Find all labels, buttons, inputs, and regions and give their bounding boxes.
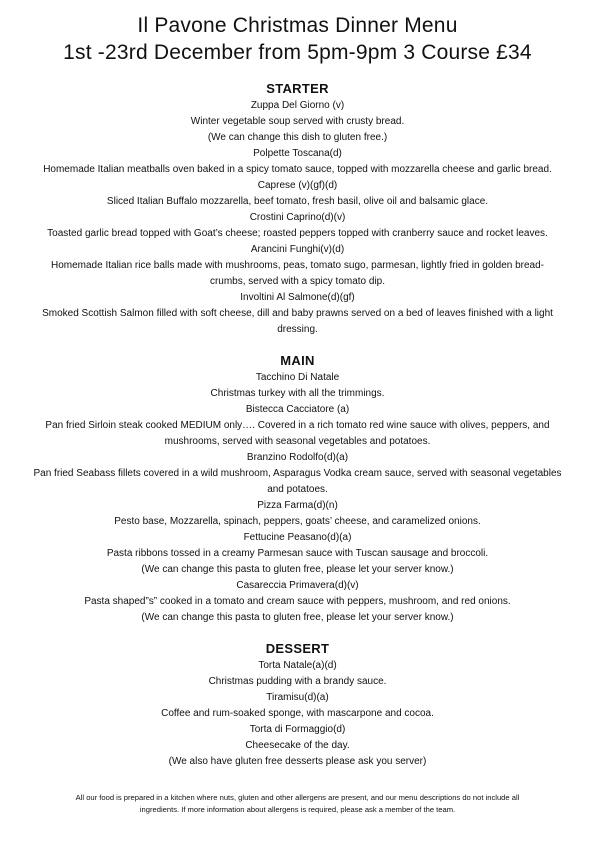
menu-line: Pan fried Sirloin steak cooked MEDIUM only…. Covered in a rich tomato red wine sauce with olives, peppers, and (45, 420, 550, 431)
menu-line: Sliced Italian Buffalo mozzarella, beef tomato, fresh basil, olive oil and balsamic glace. (106, 196, 489, 207)
menu-line: and potatoes. (267, 484, 328, 495)
menu-title: Il Pavone Christmas Dinner Menu (137, 14, 458, 37)
menu-line: Pesto base, Mozzarella, spinach, peppers, goats’ cheese, and caramelized onions. (114, 516, 481, 527)
menu-line: (We can change this dish to gluten free.) (207, 132, 388, 143)
menu-line: Homemade Italian meatballs oven baked in a spicy tomato sauce, topped with mozzarella cheese and garlic bread. (43, 164, 552, 175)
allergen-notice-line: ingredients. If more information about allergens is required, please ask a member of the team. (139, 805, 456, 814)
menu-line: Coffee and rum-soaked sponge, with mascarpone and cocoa. (161, 708, 434, 719)
menu-section-dessert (8, 640, 587, 770)
menu-line: (We can change this pasta to gluten free, please let your server know.) (141, 564, 454, 575)
menu-line: Zuppa Del Giorno (v) (250, 100, 345, 111)
menu-line: Homemade Italian rice balls made with mushrooms, peas, tomato sugo, parmesan, lightly fried in golden bread- (50, 260, 545, 271)
menu-line: Pizza Farma(d)(n) (257, 500, 338, 511)
menu-line: Bistecca Cacciatore (a) (245, 404, 350, 415)
allergen-notice-line: All our food is prepared in a kitchen where nuts, gluten and other allergens are present, and our menu descriptions do not include all (75, 793, 520, 802)
menu-line: Torta Natale(a)(d) (258, 660, 337, 671)
menu-line: crumbs, served with a spicy tomato dip. (209, 276, 386, 287)
menu-line: Christmas turkey with all the trimmings. (210, 388, 385, 399)
menu-line: Arancini Funghi(v)(d) (250, 244, 345, 255)
section-heading: MAIN (280, 353, 315, 368)
menu-line: Polpette Toscana(d) (253, 148, 342, 159)
menu-line: Crostini Caprino(d)(v) (249, 212, 346, 223)
menu-line: Cheesecake of the day. (245, 740, 350, 751)
allergen-notice (10, 792, 585, 816)
menu-line: Christmas pudding with a brandy sauce. (208, 676, 387, 687)
menu-sections (8, 80, 587, 770)
menu-line: Branzino Rodolfo(d)(a) (246, 452, 349, 463)
menu-line: Winter vegetable soup served with crusty bread. (190, 116, 405, 127)
menu-section-main (8, 352, 587, 626)
section-heading: STARTER (266, 81, 329, 96)
menu-line: (We can change this pasta to gluten free, please let your server know.) (141, 612, 454, 623)
menu-line: Involtini Al Salmone(d)(gf) (240, 292, 355, 303)
menu-line: mushrooms, served with seasonal vegetables and potatoes. (164, 436, 431, 447)
menu-line: Pasta shaped”s” cooked in a tomato and cream sauce with peppers, mushroom, and red onions. (84, 596, 511, 607)
menu-line: Tacchino Di Natale (255, 372, 340, 383)
menu-line: Toasted garlic bread topped with Goat’s cheese; roasted peppers topped with cranberry sauce and rocket leaves. (47, 228, 548, 239)
menu-line: Casareccia Primavera(d)(v) (236, 580, 359, 591)
menu-line: Pan fried Seabass fillets covered in a wild mushroom, Asparagus Vodka cream sauce, served with seasonal vegetables (33, 468, 562, 479)
menu-line: Pasta ribbons tossed in a creamy Parmesan sauce with Tuscan sausage and broccoli. (106, 548, 489, 559)
menu-line: (We also have gluten free desserts please ask you server) (168, 756, 427, 767)
menu-subtitle: 1st -23rd December from 5pm-9pm 3 Course £34 (63, 41, 532, 64)
menu-line: Fettucine Peasano(d)(a) (243, 532, 352, 543)
section-heading: DESSERT (265, 641, 330, 656)
menu-line: Caprese (v)(gf)(d) (257, 180, 338, 191)
menu-line: Tiramisu(d)(a) (266, 692, 329, 703)
menu-line: Torta di Formaggio(d) (249, 724, 346, 735)
menu-line: Smoked Scottish Salmon filled with soft cheese, dill and baby prawns served on a bed of leaves finished with a light (42, 308, 553, 319)
menu-line: dressing. (277, 324, 318, 335)
menu-section-starter (8, 80, 587, 338)
